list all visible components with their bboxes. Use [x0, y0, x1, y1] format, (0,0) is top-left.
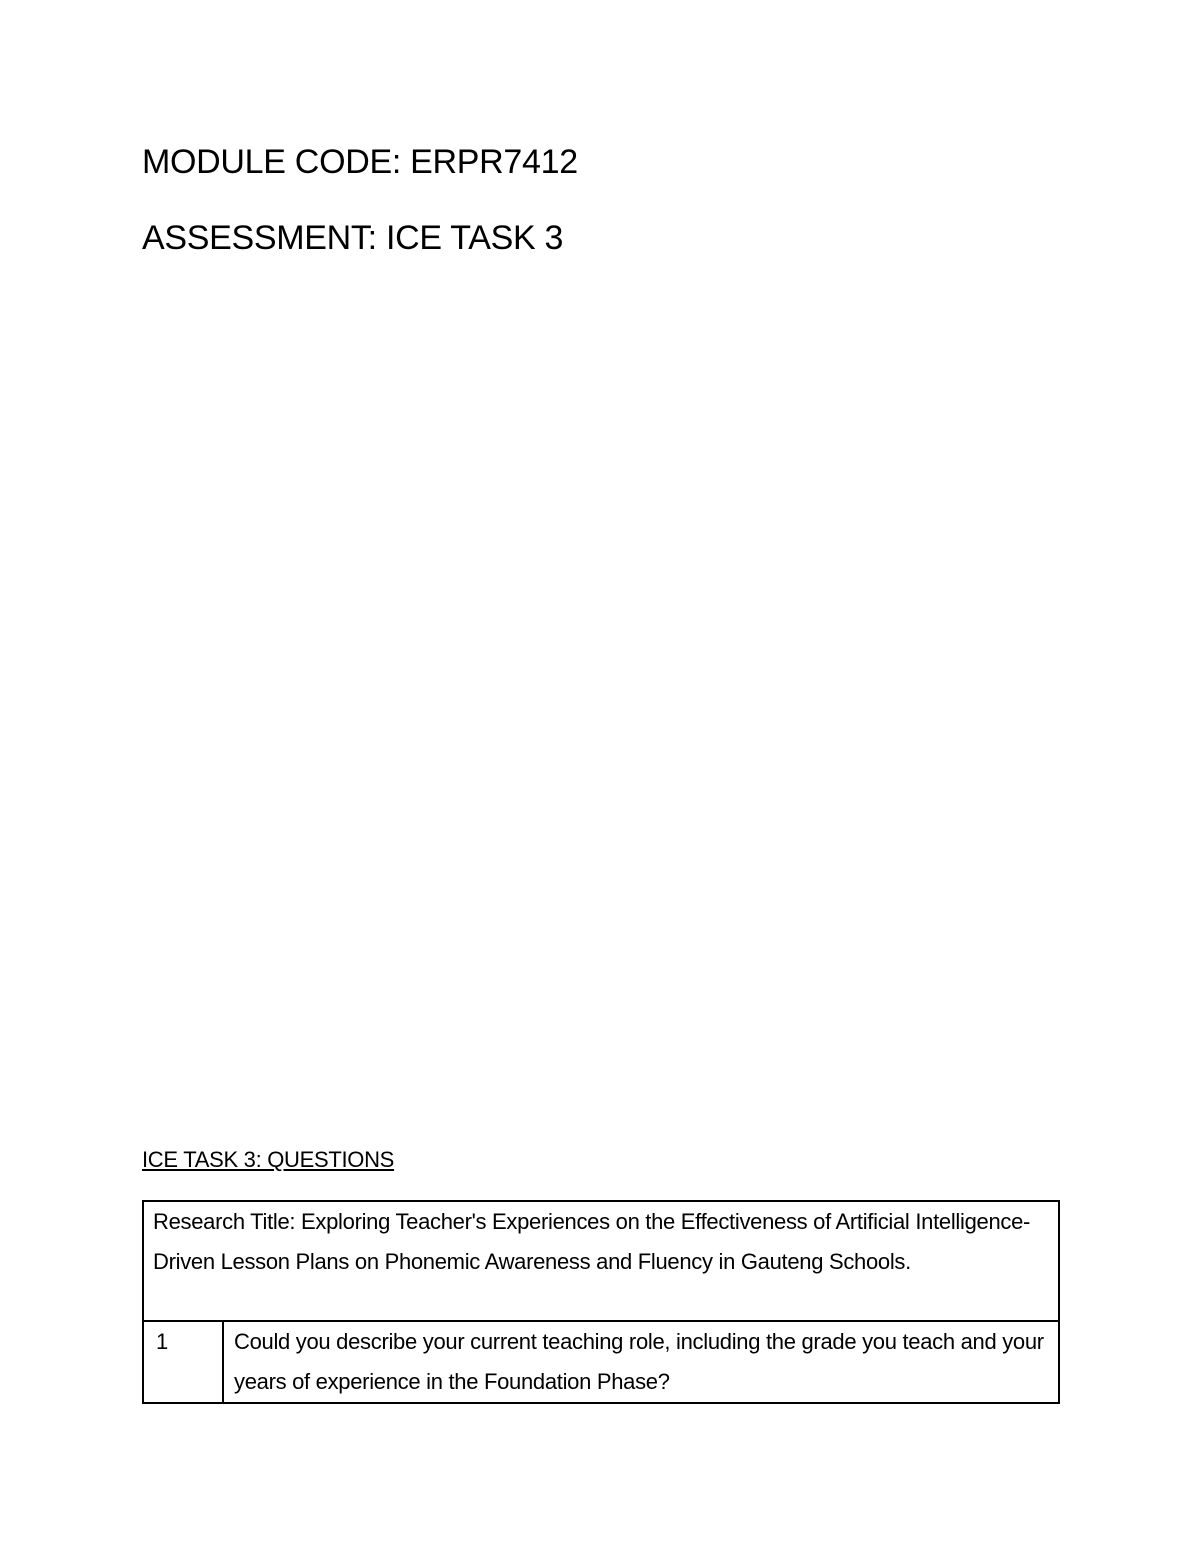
questions-table [142, 1200, 1060, 1404]
assessment-value: ICE TASK 3 [385, 219, 564, 257]
question-number: 1 [143, 1321, 223, 1403]
research-title-row [143, 1201, 1059, 1321]
module-code-heading [142, 142, 578, 182]
module-code-value: ERPR7412 [410, 143, 578, 181]
question-text: Could you describe your current teaching role, including the grade you teach and your years of experience in the Foundation Phase? [223, 1321, 1059, 1403]
assessment-label: ASSESSMENT: [142, 219, 377, 257]
questions-section-title: ICE TASK 3: QUESTIONS [142, 1147, 395, 1172]
table-row [143, 1321, 1059, 1403]
module-code-label: MODULE CODE: [142, 143, 401, 181]
assessment-heading [142, 218, 563, 258]
research-title-cell: Research Title: Exploring Teacher's Experiences on the Effectiveness of Artificial Intelligence-Driven Lesson Plans on Phonemic Awareness and Fluency in Gauteng Schools. [143, 1201, 1059, 1321]
